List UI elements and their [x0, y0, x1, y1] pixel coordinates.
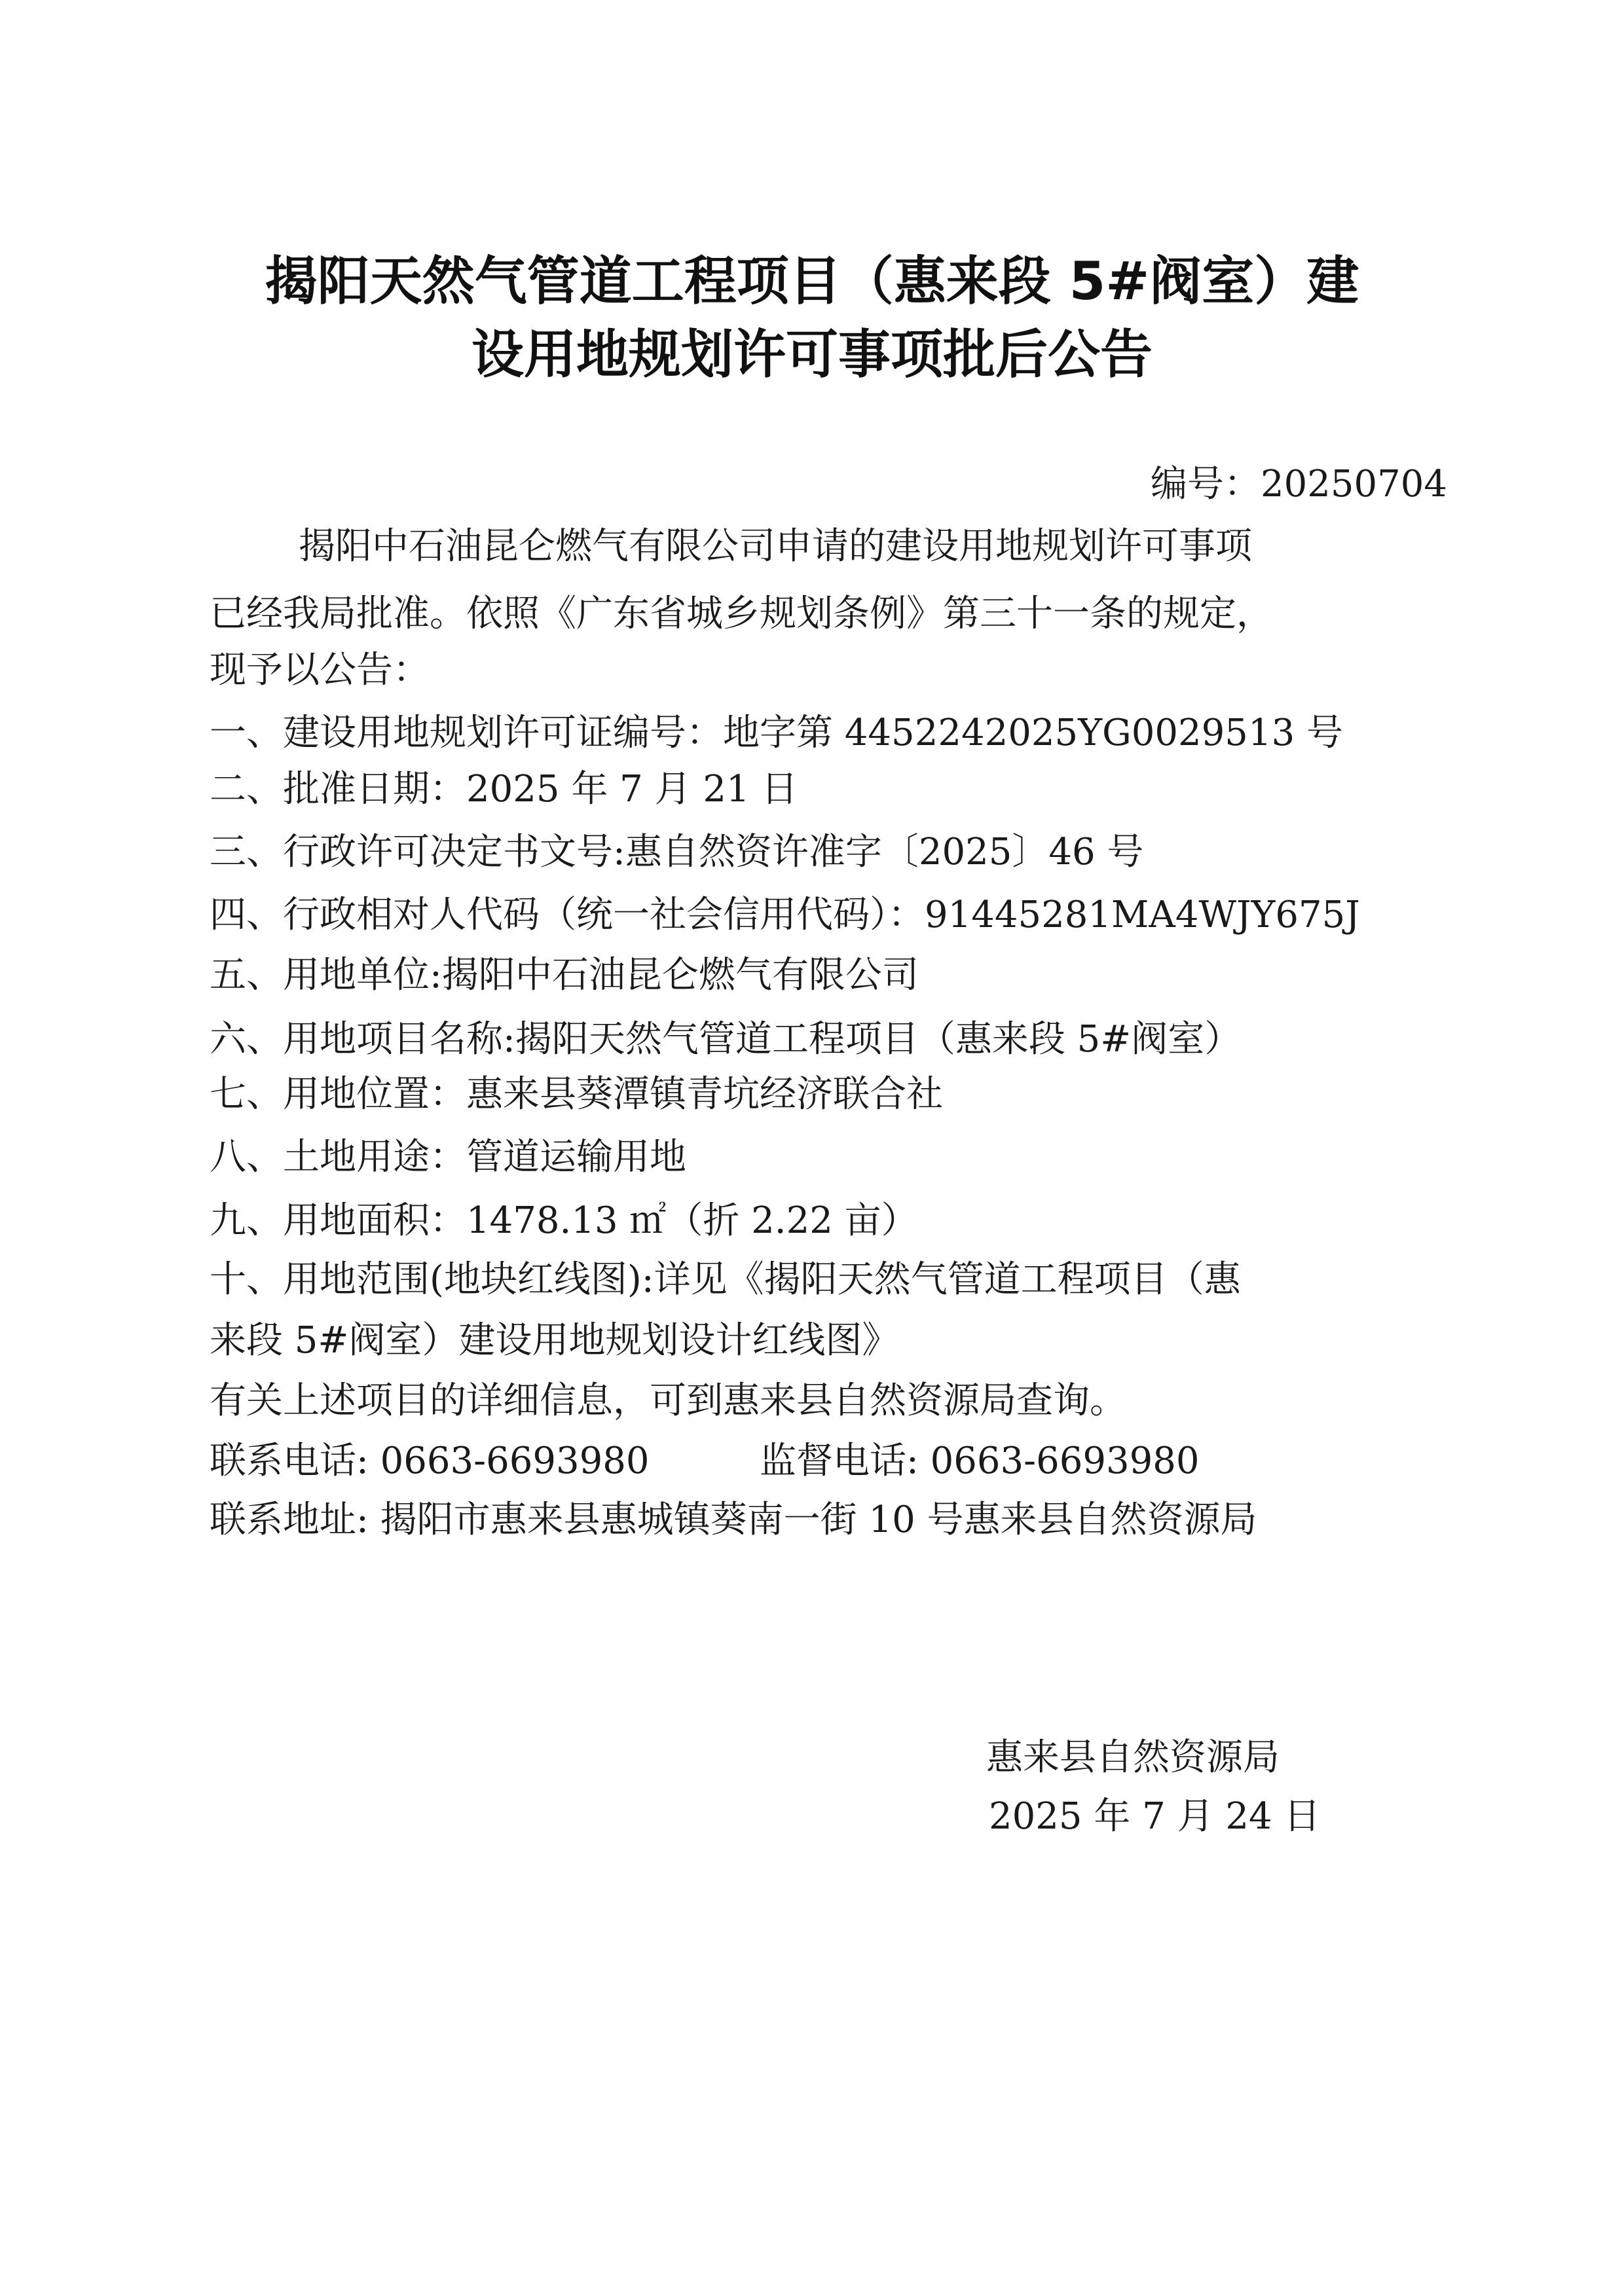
contact-address: 联系地址: 揭阳市惠来县惠城镇葵南一街 10 号惠来县自然资源局 — [210, 1499, 1257, 1541]
item-credit-code: 四、行政相对人代码（统一社会信用代码）：91445281MA4WJY675J — [210, 894, 1360, 936]
intro-line-3: 现予以公告： — [210, 649, 430, 691]
signature-organization: 惠来县自然资源局 — [986, 1736, 1280, 1779]
item-permit-number: 一、建设用地规划许可证编号：地字第 4452242025YG0029513 号 — [210, 712, 1343, 754]
intro-line-1: 揭阳中石油昆仑燃气有限公司申请的建设用地规划许可事项 — [299, 525, 1252, 568]
contact-phone: 联系电话: 0663-6693980 — [210, 1440, 650, 1482]
supervise-phone: 监督电话: 0663-6693980 — [760, 1440, 1200, 1482]
document-title-line-2: 设用地规划许可事项批后公告 — [471, 324, 1153, 385]
item-land-area: 九、用地面积：1478.13 ㎡（折 2.22 亩） — [210, 1199, 918, 1242]
intro-line-2: 已经我局批准。依照《广东省城乡规划条例》第三十一条的规定， — [210, 592, 1273, 635]
document-number: 编号：20250704 — [1150, 463, 1447, 505]
signature-date: 2025 年 7 月 24 日 — [989, 1795, 1321, 1838]
item-land-scope-line-1: 十、用地范围(地块红线图):详见《揭阳天然气管道工程项目（惠 — [210, 1258, 1241, 1301]
item-land-user: 五、用地单位:揭阳中石油昆仑燃气有限公司 — [210, 954, 919, 996]
item-land-use: 八、土地用途：管道运输用地 — [210, 1136, 686, 1178]
item-land-scope-line-2: 来段 5#阀室）建设用地规划设计红线图》 — [210, 1319, 899, 1362]
info-line: 有关上述项目的详细信息，可到惠来县自然资源局查询。 — [210, 1379, 1126, 1422]
item-project-name: 六、用地项目名称:揭阳天然气管道工程项目（惠来段 5#阀室） — [210, 1018, 1242, 1061]
item-decision-number: 三、行政许可决定书文号:惠自然资许准字〔2025〕46 号 — [210, 831, 1144, 873]
item-land-location: 七、用地位置：惠来县葵潭镇青坑经济联合社 — [210, 1073, 943, 1116]
document-title-line-1: 揭阳天然气管道工程项目（惠来段 5#阀室）建 — [265, 251, 1359, 312]
item-approval-date: 二、批准日期：2025 年 7 月 21 日 — [210, 768, 798, 811]
